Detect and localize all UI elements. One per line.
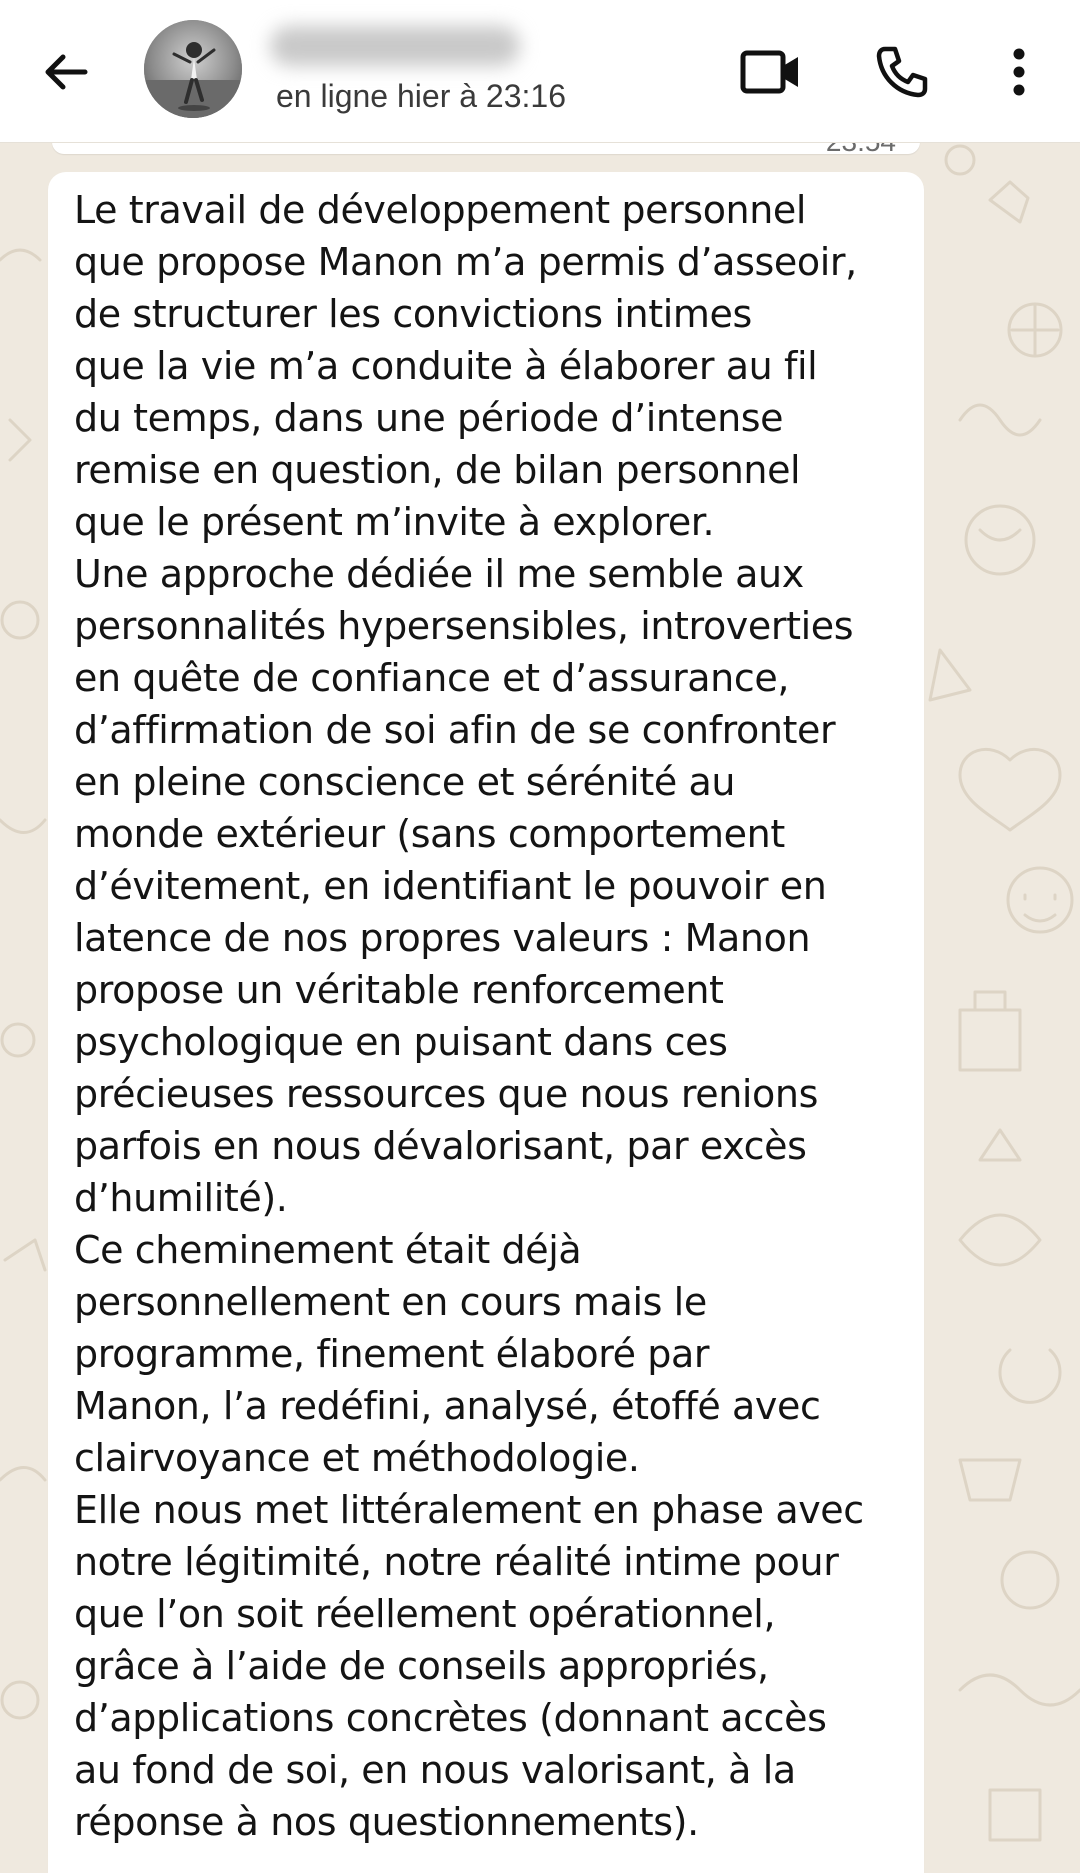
contact-name-redacted[interactable] bbox=[270, 26, 520, 66]
message-line: que propose Manon m’a permis d’asseoir, bbox=[74, 240, 857, 284]
message-line: grâce à l’aide de conseils appropriés, bbox=[74, 1644, 769, 1688]
message-line: parfois en nous dévalorisant, par excès bbox=[74, 1124, 807, 1168]
message-line: que le présent m’invite à explorer. bbox=[74, 500, 715, 544]
message-line: personnalités hypersensibles, introverties bbox=[74, 604, 854, 648]
more-options-button[interactable] bbox=[983, 36, 1055, 108]
message-line: en quête de confiance et d’assurance, bbox=[74, 656, 790, 700]
message-line: psychologique en puisant dans ces bbox=[74, 1020, 728, 1064]
message-line: en pleine conscience et sérénité au bbox=[74, 760, 736, 804]
message-line: notre légitimité, notre réalité intime pour bbox=[74, 1540, 839, 1584]
avatar[interactable] bbox=[144, 20, 242, 118]
message-line: personnellement en cours mais le bbox=[74, 1280, 707, 1324]
message-line: Manon, l’a redéfini, analysé, étoffé avec bbox=[74, 1384, 821, 1428]
arrow-left-icon bbox=[41, 47, 91, 97]
message-line: de structurer les convictions intimes bbox=[74, 292, 752, 336]
message-line: d’applications concrètes (donnant accès bbox=[74, 1696, 827, 1740]
contact-status: en ligne hier à 23:16 bbox=[276, 78, 566, 114]
message-line: au fond de soi, en nous valorisant, à la bbox=[74, 1748, 796, 1792]
message-line: Ce cheminement était déjà bbox=[74, 1228, 582, 1272]
video-call-button[interactable] bbox=[735, 36, 807, 108]
message-line: réponse à nos questionnements). bbox=[74, 1800, 699, 1844]
message-line: Une approche dédiée il me semble aux bbox=[74, 552, 804, 596]
chat-header bbox=[0, 0, 1080, 143]
message-line: que la vie m’a conduite à élaborer au fil bbox=[74, 344, 818, 388]
message-line: du temps, dans une période d’intense bbox=[74, 396, 784, 440]
message-line: que l’on soit réellement opérationnel, bbox=[74, 1592, 776, 1636]
message-line: monde extérieur (sans comportement bbox=[74, 812, 785, 856]
phone-icon bbox=[875, 45, 929, 99]
message-line: Elle nous met littéralement en phase avec bbox=[74, 1488, 864, 1532]
message-line: programme, finement élaboré par bbox=[74, 1332, 710, 1376]
message-line: Le travail de développement personnel bbox=[74, 188, 807, 232]
message-line: latence de nos propres valeurs : Manon bbox=[74, 916, 811, 960]
message-line: précieuses ressources que nous renions bbox=[74, 1072, 818, 1116]
back-button[interactable] bbox=[30, 36, 102, 108]
message-line: clairvoyance et méthodologie. bbox=[74, 1436, 640, 1480]
message-line: remise en question, de bilan personnel bbox=[74, 448, 801, 492]
video-camera-icon bbox=[740, 48, 802, 96]
message-line: d’évitement, en identifiant le pouvoir en bbox=[74, 864, 827, 908]
message-bubble[interactable] bbox=[48, 172, 924, 1873]
voice-call-button[interactable] bbox=[866, 36, 938, 108]
message-line: d’affirmation de soi afin de se confronter bbox=[74, 708, 836, 752]
more-vert-icon bbox=[1009, 47, 1029, 97]
message-line: propose un véritable renforcement bbox=[74, 968, 724, 1012]
message-text bbox=[74, 184, 914, 1848]
message-line: d’humilité). bbox=[74, 1176, 288, 1220]
